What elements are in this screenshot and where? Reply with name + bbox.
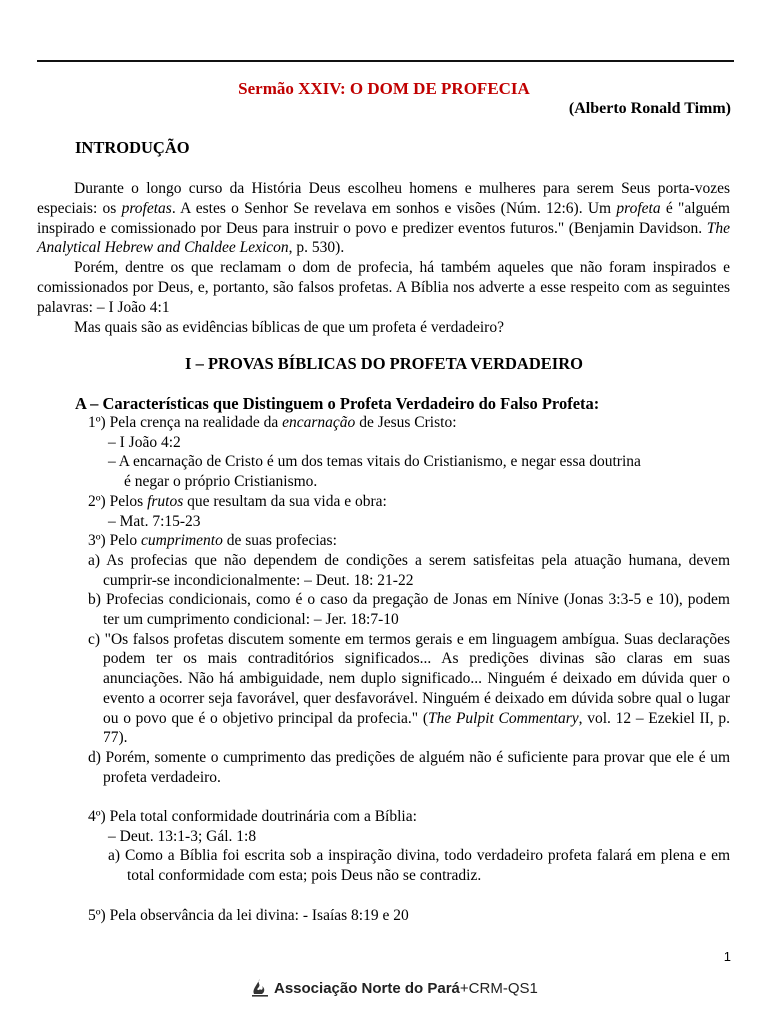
author-name: (Alberto Ronald Timm) (568, 100, 731, 117)
footer-suffix: +CRM-QS1 (459, 979, 538, 997)
item-4-sub-a: a) Como a Bíblia foi escrita sob a inspiração divina, todo verdadeiro profeta falará em plena e em total conformidade com esta; pois Deus não se contradiz. (108, 847, 730, 885)
item-3-sub-b: b) Profecias condicionais, como é o caso da pregação de Jonas em Nínive (Jonas 3:3-5 e 10), podem ter um cumprimento condicional: – Jer. 18:7-10 (88, 591, 730, 629)
sermon-title: Sermão XXIV: O DOM DE PROFECIA (238, 79, 530, 98)
section-body (37, 413, 730, 925)
item-1-note-cont: é negar o próprio Cristianismo. (124, 473, 318, 491)
item-4-ref: – Deut. 13:1-3; Gál. 1:8 (108, 827, 257, 845)
page-number: 1 (723, 949, 731, 964)
item-2: 2º) Pelos frutos que resultam da sua vida e obra: (88, 492, 387, 510)
section-heading: I – PROVAS BÍBLICAS DO PROFETA VERDADEIRO (185, 354, 583, 373)
top-rule (37, 60, 734, 62)
footer-brand: Associação Norte do Pará (274, 979, 460, 997)
item-3-sub-d: d) Porém, somente o cumprimento das predições de alguém não é suficiente para provar que ele é um profeta verdadeiro. (88, 748, 730, 786)
section-subheading: A – Características que Distinguem o Profeta Verdadeiro do Falso Profeta: (75, 394, 600, 413)
item-3-sub-a: a) As profecias que não dependem de condições a serem satisfeitas pela atuação humana, devem cumprir-se incondicionalmente: – Deut. 18: 21-22 (88, 551, 730, 589)
item-4: 4º) Pela total conformidade doutrinária com a Bíblia: (88, 808, 417, 826)
intro-section (37, 179, 730, 337)
item-3-sub-c: c) "Os falsos profetas discutem somente em termos gerais e em linguagem ambígua. Suas declarações podem ter os mais contraditórios significados... As predições divinas são claras em suas anunciações. Não há ambiguidade, nem duplo significado... Ninguém é deixado em dúvida quer o evento a ocorrer seja favorável, quer desfavorável. Ninguém é deixado em dúvida sobre qual o lugar ou o povo que é o objetivo principal da profecia." (The Pulpit Commentary, vol. 12 – Ezekiel II, p. 77). (88, 630, 730, 747)
item-1-note: – A encarnação de Cristo é um dos temas vitais do Cristianismo, e negar essa doutrina (108, 453, 641, 471)
intro-heading: INTRODUÇÃO (75, 138, 190, 157)
item-3: 3º) Pelo cumprimento de suas profecias: (88, 532, 337, 550)
footer (250, 978, 538, 998)
item-2-ref: – Mat. 7:15-23 (108, 512, 201, 530)
item-1-ref: – I João 4:2 (108, 433, 181, 451)
item-1: 1º) Pela crença na realidade da encarnação de Jesus Cristo: (88, 414, 457, 431)
intro-paragraph-1: Durante o longo curso da História Deus escolheu homens e mulheres para serem Seus porta-vozes especiais: os profetas. A estes o Senhor Se revelava em sonhos e visões (Núm. 12:6). Um profeta é "alguém inspirado e comissionado por Deus para instruir o povo e predizer eventos futuros." (Benjamin Davidson. The Analytical Hebrew and Chaldee Lexicon, p. 530). (37, 180, 730, 257)
flame-logo-icon (250, 978, 270, 998)
intro-paragraph-3: Mas quais são as evidências bíblicas de que um profeta é verdadeiro? (74, 318, 504, 336)
item-5: 5º) Pela observância da lei divina: - Isaías 8:19 e 20 (88, 906, 409, 924)
intro-paragraph-2: Porém, dentre os que reclamam o dom de profecia, há também aqueles que não foram inspirados e comissionados por Deus, e, portanto, são falsos profetas. A Bíblia nos adverte a esse respeito com as seguintes palavras: – I João 4:1 (37, 259, 730, 316)
